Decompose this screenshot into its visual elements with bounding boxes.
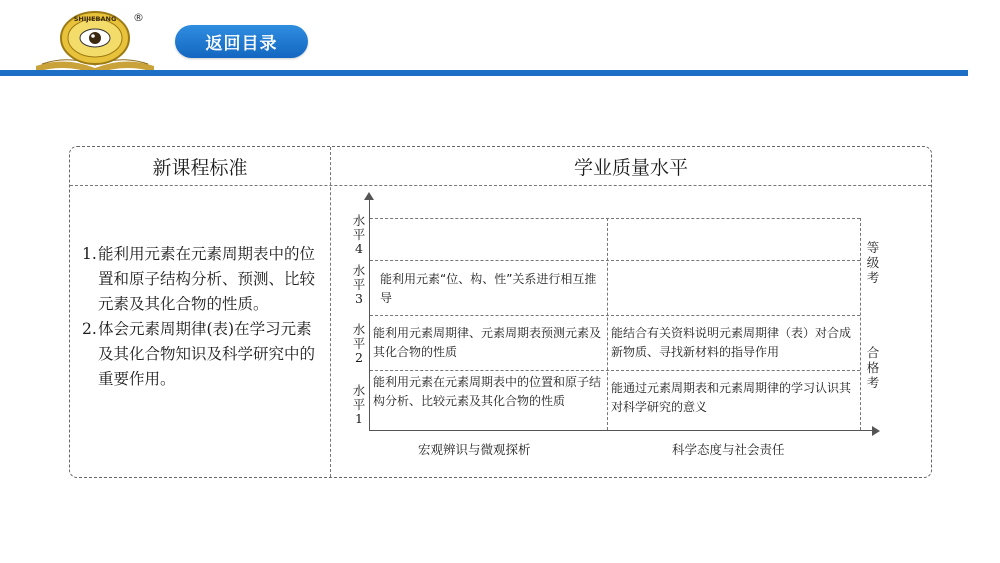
column-divider [330,147,331,477]
x-axis [369,430,874,431]
level-4-label: 水平4 [352,213,366,256]
level-1-attitude-cell: 能通过元素周期表和元素周期律的学习认识其对科学研究的意义 [611,381,852,414]
back-to-contents-button[interactable]: 返回目录 [175,25,308,58]
level-2-attitude-cell: 能结合有关资料说明元素周期律（表）对合成新物质、寻找新材料的指导作用 [611,326,852,359]
standards-list [82,242,327,392]
x-label-macro: 宏观辨识与微观探析 [418,442,531,457]
standard-text: 体会元素周期律(表)在学习元素及其化合物知识及科学研究中的重要作用。 [98,320,316,388]
level-1-macro-cell: 能利用元素在元素周期表中的位置和原子结构分析、比较元素及其化合物的性质 [373,375,602,408]
grid-line-l1 [370,370,860,371]
level-1-label: 水平1 [352,383,366,426]
curriculum-standard-title: 新课程标准 [152,156,248,179]
level-3-macro-cell: 能利用元素“位、构、性”关系进行相互推导 [380,272,597,305]
level-2-label: 水平2 [352,322,366,365]
grid-line-top [370,218,860,219]
y-axis [369,198,370,430]
standard-text: 能利用元素在元素周期表中的位置和原子结构分析、预测、比较元素及其化合物的性质。 [98,245,316,313]
y-axis-arrow-icon [364,192,374,200]
x-label-attitude: 科学态度与社会责任 [672,442,785,457]
grid-line-right [860,218,861,430]
level-3-label: 水平3 [352,263,366,306]
grade-exam-label: 等级考 [866,240,880,285]
content-panel [69,146,932,478]
standard-item [82,317,327,392]
grid-line-l2 [370,315,860,316]
grid-line-l3 [370,260,860,261]
pass-exam-label: 合格考 [866,345,880,390]
registered-mark: ® [133,11,144,24]
grid-line-middle [607,218,608,430]
quality-level-title: 学业质量水平 [573,156,688,179]
logo-text: SHIJIEBANG [73,15,117,23]
level-2-macro-cell: 能利用元素周期律、元素周期表预测元素及其化合物的性质 [373,326,602,359]
standard-number: 1. [82,245,97,263]
header-bar [0,70,968,76]
standard-number: 2. [82,320,97,338]
header-divider [70,185,931,186]
x-axis-arrow-icon [872,426,880,436]
standard-item [82,242,327,317]
